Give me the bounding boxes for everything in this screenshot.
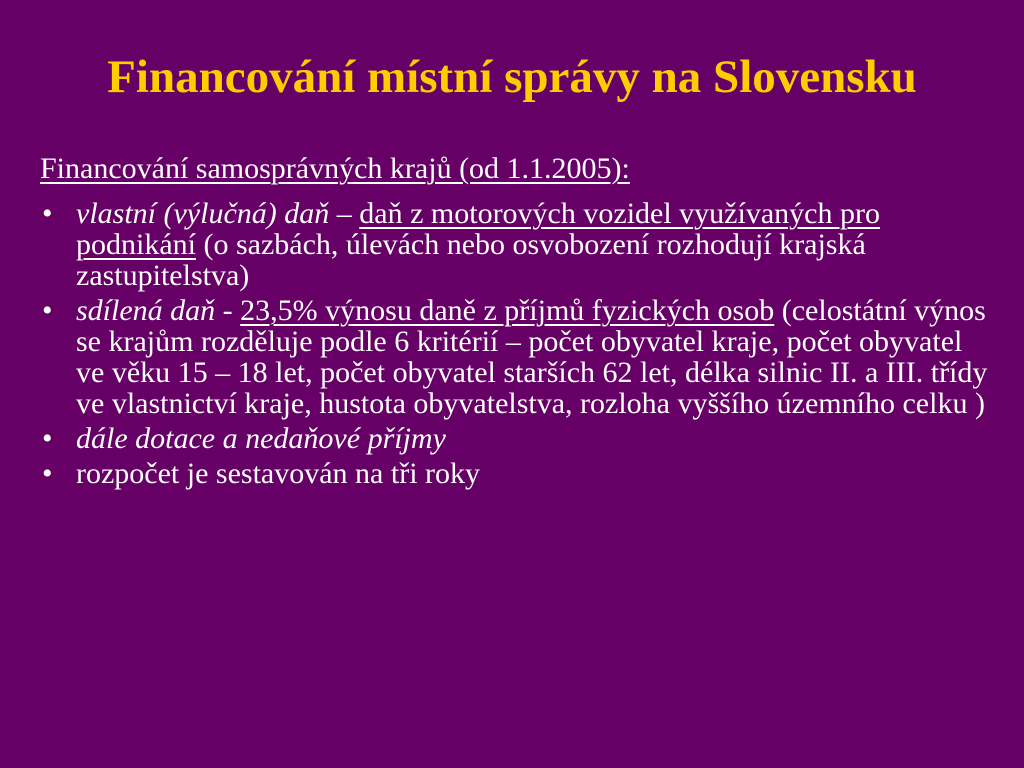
bullet-separator: – — [329, 197, 360, 230]
bullet-item-shared-tax — [40, 295, 990, 419]
bullet-item-subsidies — [40, 423, 990, 454]
bullet-text: dále dotace a nedaňové příjmy — [76, 422, 446, 455]
bullet-underlined: 23,5% výnosu daně z příjmů fyzických osob — [240, 294, 775, 327]
slide-title: Financování místní správy na Slovensku — [107, 51, 917, 103]
bullet-icon: • — [42, 197, 53, 230]
slide-subtitle: Financování samosprávných krajů (od 1.1.2005): — [40, 152, 630, 185]
bullet-separator: - — [215, 294, 241, 327]
bullet-text: (o sazbách, úlevách nebo osvobození rozhodují krajská zastupitelstva) — [76, 228, 866, 292]
bullet-text: (celostátní výnos se krajům rozděluje podle 6 kritérií – počet obyvatel kraje, počet obyvatel ve věku 15 – 18 let, počet obyvatel starších 62 let, délka silnic II. a III. třídy ve vlastnictví kraje, hustota obyvatelstva, rozloha vyššího územního celku ) — [76, 294, 988, 420]
bullet-icon: • — [42, 422, 53, 455]
bullet-icon: • — [42, 457, 53, 490]
bullet-lead: sdílená daň — [76, 294, 216, 327]
bullet-item-own-tax — [40, 198, 990, 291]
slide-content — [40, 146, 990, 493]
bullet-lead: vlastní (výlučná) daň — [76, 197, 330, 230]
bullet-icon: • — [42, 294, 53, 327]
bullet-item-budget — [40, 458, 990, 489]
bullet-text: rozpočet je sestavován na tři roky — [76, 457, 481, 490]
bullet-underlined: daň z motorových vozidel využívaných pro podnikání — [76, 197, 880, 261]
bullet-list — [40, 198, 990, 489]
